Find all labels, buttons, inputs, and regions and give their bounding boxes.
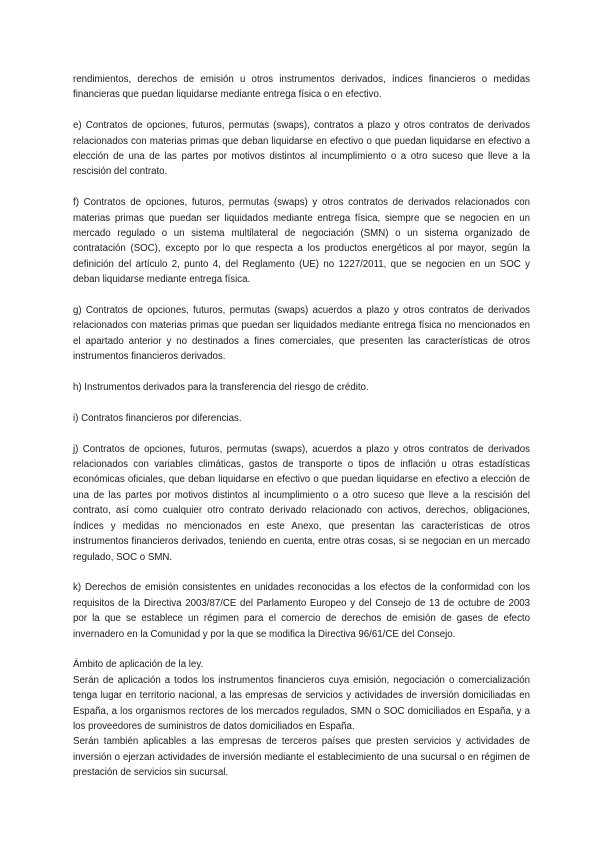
paragraph-j: j) Contratos de opciones, futuros, permutas (swaps), acuerdos a plazo y otros contratos de derivados relacionados con variables climáticas, gastos de transporte o tipos de inflación u otras estadísticas económicas oficiales, que deban liquidarse en efectivo o que puedan liquidarse en efectivo a elección de una de las partes por motivos distintos al incumplimiento o a otro suceso que lleve a la rescisión del contrato, así como cualquier otro contrato derivado relacionado con activos, derechos, obligaciones, índices y medidas no mencionados en este Anexo, que presentan las características de otros instrumentos financieros derivados, teniendo en cuenta, entre otras cosas, si se negocian en un mercado regulado, SOC o SMN.	[73, 443, 530, 563]
document-page	[73, 72, 530, 781]
paragraph-g: g) Contratos de opciones, futuros, permutas (swaps) acuerdos a plazo y otros contratos de derivados relacionados con materias primas que puedan ser liquidados mediante entrega física no mencionados en el apartado anterior y no destinados a fines comerciales, que presenten las características de otros instrumentos financieros derivados.	[73, 305, 530, 363]
paragraph-f: f) Contratos de opciones, futuros, permutas (swaps) y otros contratos de derivados relacionados con materias primas que puedan ser liquidados mediante entrega física, siempre que se negocien en un mercado regulado o un sistema multilateral de negociación (SMN) o un sistema organizado de contratación (SOC), excepto por lo que respecta a los productos energéticos al por mayor, según la definición del artículo 2, punto 4, del Reglamento (UE) no 1227/2011, que se negocien en un SOC y deban liquidarse mediante entrega física.	[73, 197, 530, 286]
paragraph-continuation: rendimientos, derechos de emisión u otros instrumentos derivados, índices financieros o medidas financieras que puedan liquidarse mediante entrega física o en efectivo.	[73, 74, 530, 101]
paragraph-k: k) Derechos de emisión consistentes en unidades reconocidas a los efectos de la conformidad con los requisitos de la Directiva 2003/87/CE del Parlamento Europeo y del Consejo de 13 de octubre de 2003 por la que se establece un régimen para el comercio de derechos de emisión de gases de efecto invernadero en la Comunidad y por la que se modifica la Directiva 96/61/CE del Consejo.	[73, 582, 530, 640]
paragraph-third-countries: Serán también aplicables a las empresas de terceros países que presten servicios y actividades de inversión o ejerzan actividades de inversión mediante el establecimiento de una sucursal o en régimen de prestación de servicios sin sucursal.	[73, 736, 530, 779]
section-heading: Ámbito de aplicación de la ley.	[73, 659, 204, 671]
paragraph-h: h) Instrumentos derivados para la transferencia del riesgo de crédito.	[73, 382, 369, 394]
paragraph-i: i) Contratos financieros por diferencias.	[73, 412, 242, 424]
paragraph-scope: Serán de aplicación a todos los instrumentos financieros cuya emisión, negociación o comercialización tenga lugar en territorio nacional, a las empresas de servicios y actividades de inversión domiciliadas en España, a los organismos rectores de los mercados regulados, SMN o SOC domiciliados en España, y a los proveedores de suministros de datos domiciliados en España.	[73, 674, 530, 732]
paragraph-e: e) Contratos de opciones, futuros, permutas (swaps), contratos a plazo y otros contratos de derivados relacionados con materias primas que deban liquidarse en efectivo o que puedan liquidarse en efectivo a elección de una de las partes por motivos distintos al incumplimiento o a otro suceso que lleve a la rescisión del contrato.	[73, 120, 530, 178]
